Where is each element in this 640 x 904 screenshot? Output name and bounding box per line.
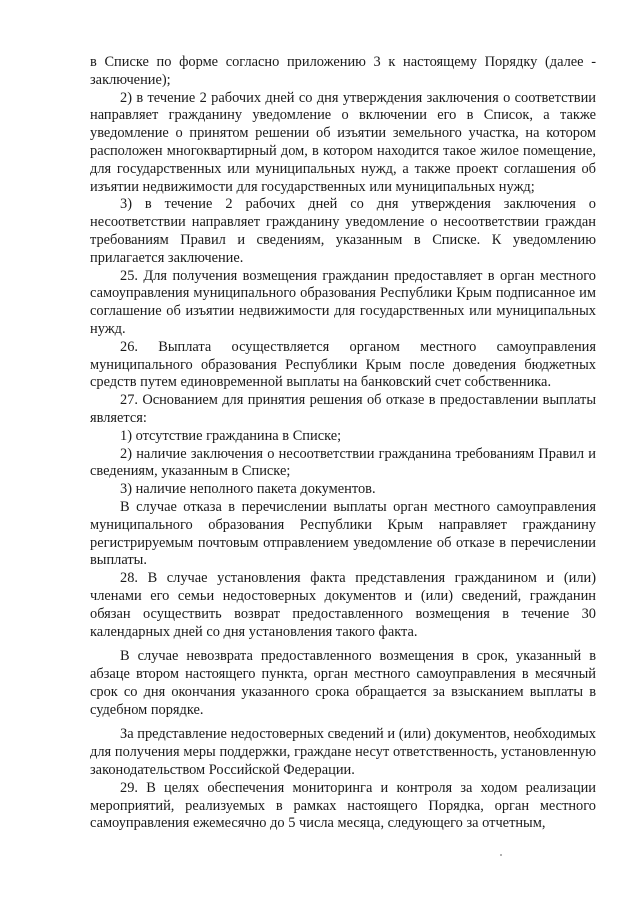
scan-speck	[500, 854, 502, 856]
paragraph: 26. Выплата осуществляется органом местного самоуправления муниципального образования Республики Крым после доведения бюджетных средств путем единовременной выплаты на банковский счет собственника.	[90, 338, 596, 391]
document-body	[90, 54, 596, 833]
paragraph: 25. Для получения возмещения гражданин предоставляет в орган местного самоуправления муниципального образования Республики Крым подписанное им соглашение об изъятии недвижимости для государственных или муниципальных нужд.	[90, 267, 596, 337]
paragraph: 29. В целях обеспечения мониторинга и контроля за ходом реализации мероприятий, реализуемых в рамках настоящего Порядка, орган местного самоуправления ежемесячно до 5 числа месяца, следующего за отчетным,	[90, 779, 596, 832]
paragraph: За представление недостоверных сведений и (или) документов, необходимых для получения меры поддержки, граждане несут ответственность, установленную законодательством Российской Федерации.	[90, 726, 596, 779]
paragraph: 2) в течение 2 рабочих дней со дня утверждения заключения о соответствии направляет гражданину уведомление о включении его в Список, а также уведомление о принятом решении об изъятии земельного участка, на котором расположен многоквартирный дом, в котором находится такое жилое помещение, для государственных или муниципальных нужд, а также проект соглашения об изъятии недвижимости для государственных или муниципальных нужд;	[90, 89, 596, 195]
paragraph: 28. В случае установления факта представления гражданином и (или) членами его семьи недостоверных документов и (или) сведений, гражданин обязан осуществить возврат предоставленного возмещения в течение 30 календарных дней со дня установления такого факта.	[90, 570, 596, 640]
paragraph: В случае невозврата предоставленного возмещения в срок, указанный в абзаце втором настоящего пункта, орган местного самоуправления в месячный срок со дня окончания указанного срока обращается за взысканием выплаты в судебном порядке.	[90, 648, 596, 718]
list-item: 2) наличие заключения о несоответствии гражданина требованиям Правил и сведениям, указанным в Списке;	[90, 445, 596, 480]
paragraph: в Списке по форме согласно приложению 3 к настоящему Порядку (далее - заключение);	[90, 54, 596, 88]
paragraph: 3) в течение 2 рабочих дней со дня утверждения заключения о несоответствии направляет гражданину уведомление о несоответствии граждан требованиям Правил и сведениям, указанным в Списке. К уведомлению прилагается заключение.	[90, 196, 596, 266]
list-item: 1) отсутствие гражданина в Списке;	[120, 427, 342, 444]
paragraph: 27. Основанием для принятия решения об отказе в предоставлении выплаты является:	[90, 392, 596, 426]
paragraph: В случае отказа в перечислении выплаты орган местного самоуправления муниципального образования Республики Крым направляет гражданину регистрируемым почтовым отправлением уведомление об отказе в перечислении выплаты.	[90, 498, 596, 569]
list-item: 3) наличие неполного пакета документов.	[120, 481, 376, 498]
